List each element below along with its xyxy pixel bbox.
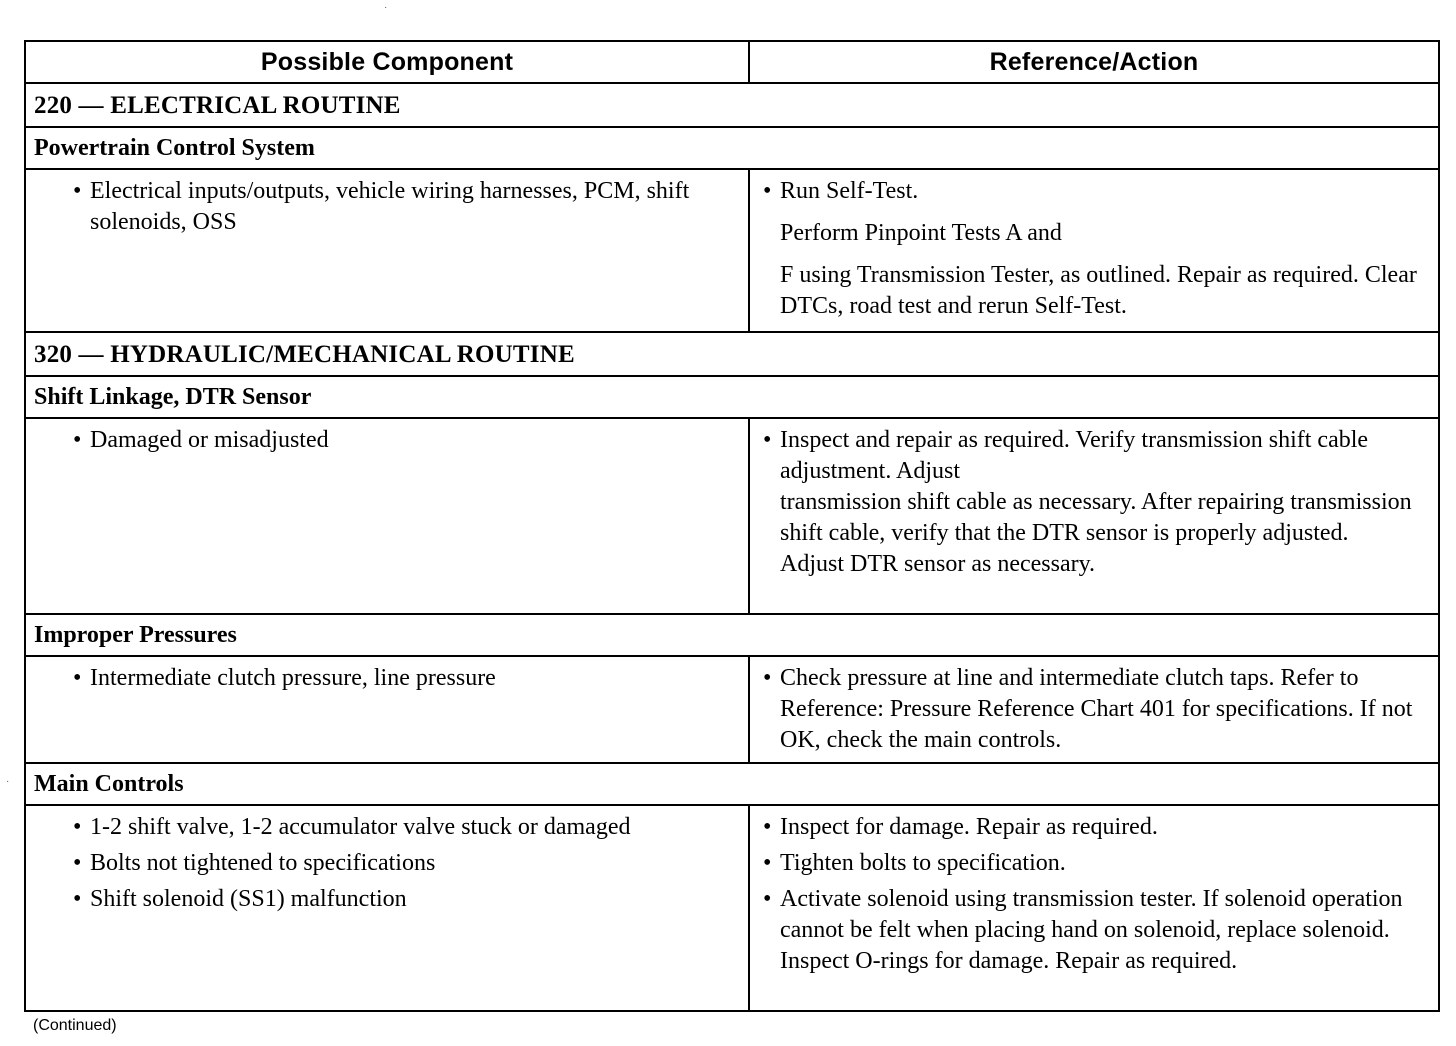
component-item: • Intermediate clutch pressure, line pressure bbox=[70, 663, 736, 694]
subsection-row bbox=[25, 614, 1439, 656]
action-text: F using Transmission Tester, as outlined. Repair as required. Clear DTCs, road test and rerun Self-Test. bbox=[780, 262, 1417, 319]
continued-note: (Continued) bbox=[33, 1017, 117, 1034]
section-heading-hydraulic: 320 — HYDRAULIC/MECHANICAL ROUTINE bbox=[25, 332, 1439, 376]
component-cell bbox=[25, 656, 749, 763]
component-item: • 1-2 shift valve, 1-2 accumulator valve stuck or damaged bbox=[70, 812, 736, 843]
action-text: transmission shift cable as necessary. After repairing transmission shift cable, verify that the DTR sensor is properly adjusted. bbox=[780, 489, 1412, 546]
action-item: • Inspect for damage. Repair as required. bbox=[760, 812, 1424, 843]
component-cell bbox=[25, 805, 749, 1011]
action-item: • Check pressure at line and intermediate clutch taps. Refer to Reference: Pressure Reference Chart 401 for specifications. If not OK, check the main controls. bbox=[760, 663, 1424, 756]
diagnostic-table bbox=[24, 40, 1440, 1012]
section-heading-electrical: 220 — ELECTRICAL ROUTINE bbox=[25, 83, 1439, 127]
action-cell bbox=[749, 169, 1439, 332]
component-item: • Bolts not tightened to specifications bbox=[70, 848, 736, 879]
section-row bbox=[25, 332, 1439, 376]
column-header-action: Reference/Action bbox=[749, 41, 1439, 83]
component-cell bbox=[25, 418, 749, 614]
component-item: • Damaged or misadjusted bbox=[70, 425, 736, 456]
action-item: • Run Self-Test. bbox=[760, 176, 1424, 207]
action-item: • Activate solenoid using transmission tester. If solenoid operation cannot be felt when placing hand on solenoid, replace solenoid. Inspect O-rings for damage. Repair as required. bbox=[760, 884, 1424, 977]
subsection-row bbox=[25, 376, 1439, 418]
scan-speck: · bbox=[6, 776, 10, 787]
table-row bbox=[25, 418, 1439, 614]
table-row bbox=[25, 656, 1439, 763]
column-header-component: Possible Component bbox=[25, 41, 749, 83]
table-row bbox=[25, 169, 1439, 332]
component-item: • Shift solenoid (SS1) malfunction bbox=[70, 884, 736, 915]
action-item: • Inspect and repair as required. Verify transmission shift cable adjustment. Adjust bbox=[760, 425, 1424, 487]
action-text: Adjust DTR sensor as necessary. bbox=[780, 551, 1096, 577]
section-row bbox=[25, 83, 1439, 127]
subsection-improper-pressures: Improper Pressures bbox=[25, 614, 1439, 656]
action-cell bbox=[749, 418, 1439, 614]
subsection-row bbox=[25, 763, 1439, 805]
subsection-row bbox=[25, 127, 1439, 169]
component-item: • Electrical inputs/outputs, vehicle wiring harnesses, PCM, shift solenoids, OSS bbox=[70, 176, 736, 238]
action-cell bbox=[749, 656, 1439, 763]
table-row bbox=[25, 805, 1439, 1011]
header-row bbox=[25, 41, 1439, 83]
action-cell bbox=[749, 805, 1439, 1011]
component-cell bbox=[25, 169, 749, 332]
scan-speck: · bbox=[384, 2, 388, 13]
subsection-powertrain-control: Powertrain Control System bbox=[25, 127, 1439, 169]
subsection-shift-linkage: Shift Linkage, DTR Sensor bbox=[25, 376, 1439, 418]
action-text: Perform Pinpoint Tests A and bbox=[780, 220, 1062, 246]
action-item: • Tighten bolts to specification. bbox=[760, 848, 1424, 879]
subsection-main-controls: Main Controls bbox=[25, 763, 1439, 805]
